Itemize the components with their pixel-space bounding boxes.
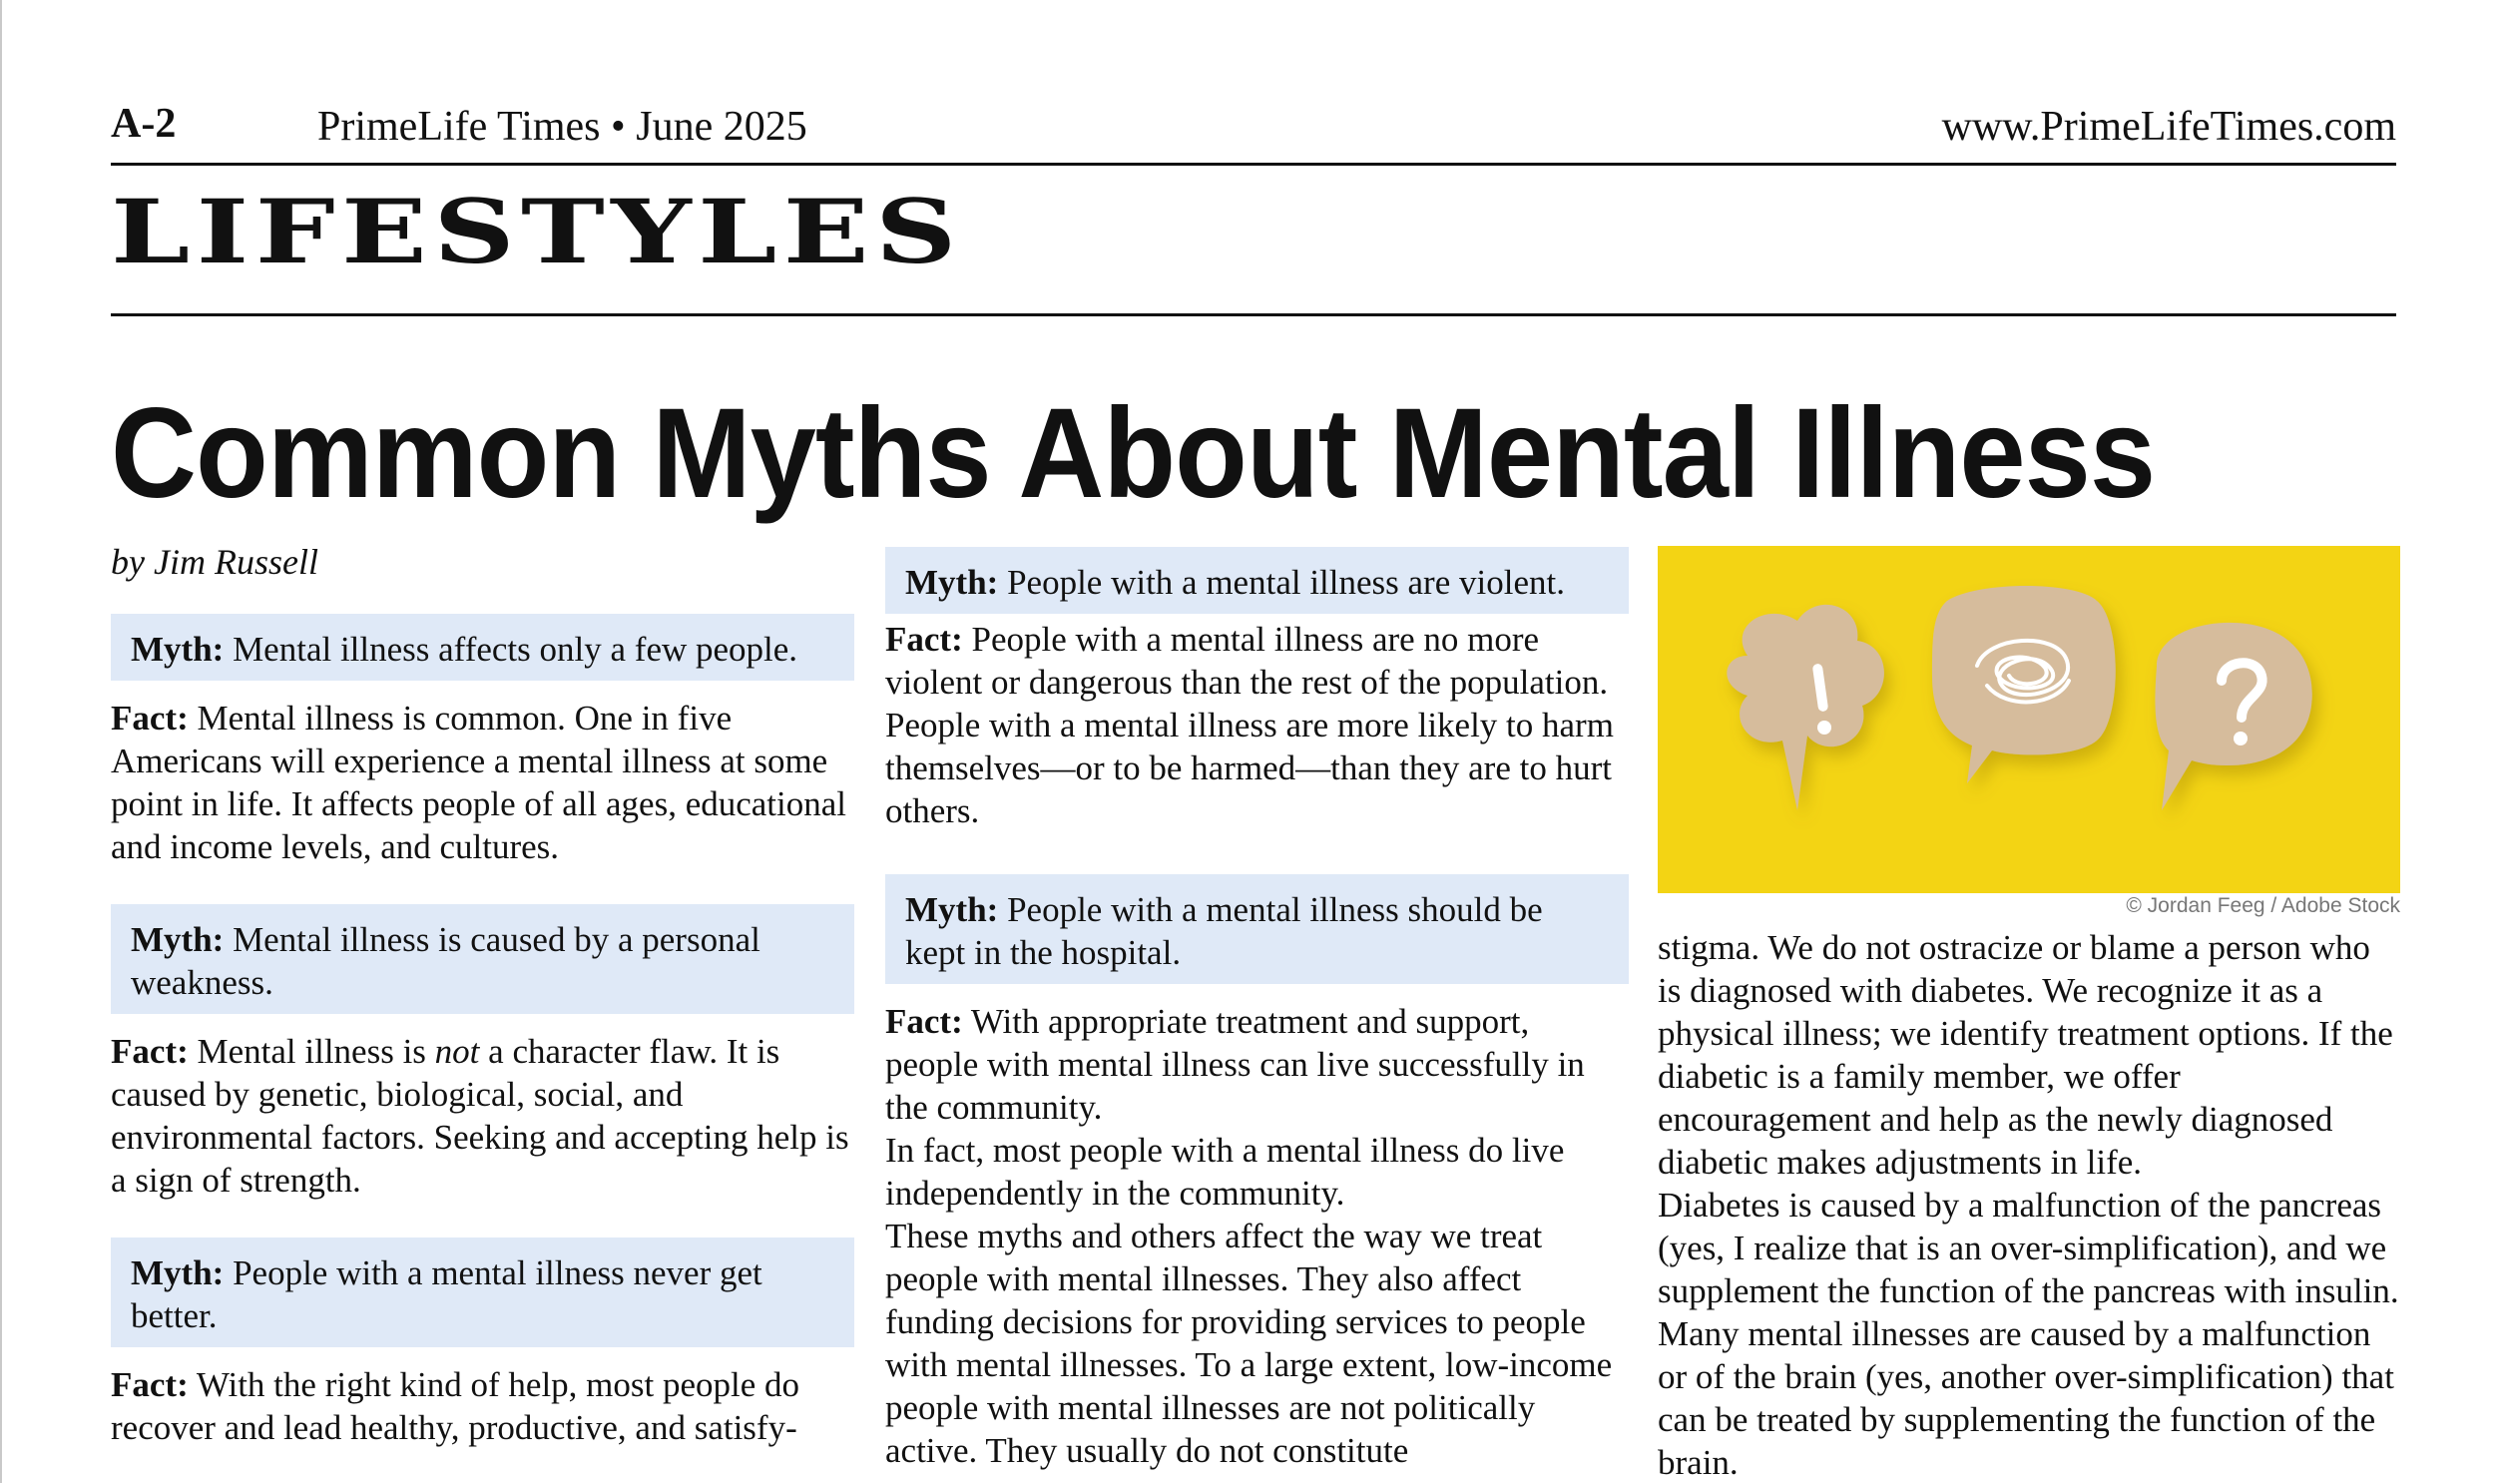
- website-link[interactable]: www.PrimeLifeTimes.com: [1941, 104, 2396, 150]
- article-headline: Common Myths About Mental Illness: [111, 382, 2156, 525]
- fact-paragraph: [111, 697, 854, 868]
- myth-label: Myth:: [131, 630, 225, 669]
- fact-paragraph: [111, 1030, 854, 1202]
- publication-date: PrimeLife Times • June 2025: [317, 104, 807, 150]
- scribble-bubble-icon: [1932, 586, 2116, 783]
- fact-label: Fact:: [111, 1365, 189, 1404]
- fact-label: Fact:: [111, 1032, 189, 1071]
- myth-label: Myth:: [131, 920, 225, 959]
- photo-credit: © Jordan Feeg / Adobe Stock: [2126, 894, 2400, 917]
- section-rule: [111, 313, 2396, 316]
- myth-box: [885, 874, 1629, 984]
- myth-box: [111, 904, 854, 1014]
- fact-paragraph: [885, 618, 1629, 832]
- myth-text: Mental illness affects only a few people.: [224, 630, 798, 669]
- myth-text: People with a mental illness should be kept in the hospital.: [905, 890, 1543, 972]
- page-edge: [0, 0, 2, 1483]
- masthead: [111, 100, 2396, 160]
- page-number: A-2: [111, 101, 177, 147]
- column-2: [885, 547, 1629, 1472]
- article-photo: [1658, 546, 2400, 893]
- column-1: [111, 614, 854, 1449]
- myth-label: Myth:: [905, 563, 999, 602]
- body-paragraph: In fact, most people with a mental illness do live independently in the community.: [885, 1131, 1565, 1213]
- fact-label: Fact:: [885, 1002, 963, 1041]
- myth-box: [111, 1237, 854, 1347]
- myth-label: Myth:: [131, 1253, 225, 1292]
- fact-emphasis: not: [434, 1032, 480, 1071]
- question-bubble-icon: [2155, 623, 2311, 810]
- fact-text: Mental illness is: [188, 1032, 435, 1071]
- fact-text: With appropriate treatment and support, people with mental illness can live successfully in the community.: [885, 1002, 1585, 1127]
- myth-text: Mental illness is caused by a personal weakness.: [131, 920, 760, 1002]
- masthead-rule: [111, 163, 2396, 166]
- fact-text: Mental illness is common. One in five Americans will experience a mental illness at some point in life. It affects people of all ages, educational and income levels, and cultures.: [111, 699, 846, 866]
- fact-paragraph: [111, 1363, 854, 1449]
- section-title: LIFESTYLES: [111, 180, 963, 283]
- fact-label: Fact:: [111, 699, 189, 738]
- body-paragraph: Diabetes is caused by a malfunction of the pancreas (yes, I realize that is an over-simplification), and we supplement the function of the pancreas with insulin. Many mental illnesses are caused by a malfunction or of the brain (yes, another over-simplification) that can be treated by supplementing the function of the brain.: [1658, 1186, 2399, 1482]
- body-paragraph: stigma. We do not ostracize or blame a person who is diagnosed with diabetes. We recognize it as a physical illness; we identify treatment options. If the diabetic is a family member, we offer encouragement and help as the newly diagnosed diabetic makes adjustments in life.: [1658, 928, 2393, 1182]
- fact-text: a character flaw. It is caused by genetic, biological, social, and environmental factors. Seeking and accepting help is a sign of strength.: [111, 1032, 849, 1200]
- column-3: [1658, 926, 2401, 1484]
- fact-text: People with a mental illness are no more violent or dangerous than the rest of the population. People with a mental illness are more likely to harm themselves—or to be harmed—than they are to hurt others.: [885, 620, 1614, 830]
- fact-label: Fact:: [885, 620, 963, 659]
- myth-text: People with a mental illness never get better.: [131, 1253, 762, 1335]
- myth-box: [885, 547, 1629, 614]
- body-paragraph: These myths and others affect the way we treat people with mental illnesses. They also affect funding decisions for providing services to people with mental illnesses. To a large extent, low-income people with mental illnesses are not politically active. They usually do not constitute: [885, 1217, 1613, 1470]
- myth-text: People with a mental illness are violent.: [998, 563, 1565, 602]
- byline: by Jim Russell: [111, 542, 318, 582]
- fact-text: With the right kind of help, most people do recover and lead healthy, productive, and satisfy-: [111, 1365, 800, 1447]
- myth-label: Myth:: [905, 890, 999, 929]
- exclamation-bubble-icon: [1727, 605, 1884, 810]
- myth-box: [111, 614, 854, 681]
- fact-paragraph: [885, 1000, 1629, 1129]
